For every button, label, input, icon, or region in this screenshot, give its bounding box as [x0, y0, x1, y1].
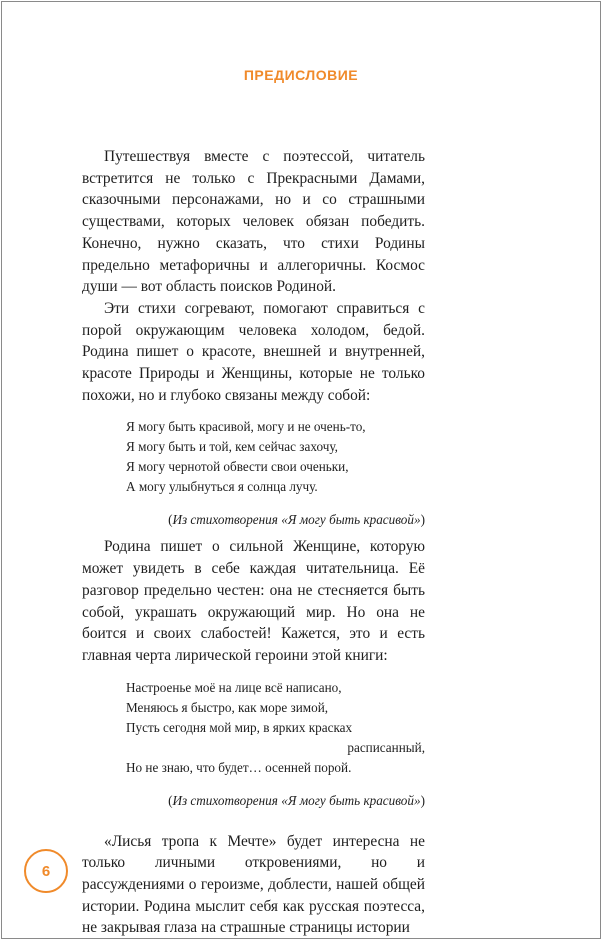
poem-source: (Из стихотворения «Я могу быть красивой»)	[168, 792, 425, 808]
poem-source-text: Из стихотворения «Я могу быть красивой»	[172, 512, 421, 528]
poem-source-text: Из стихотворения «Я могу быть красивой»	[172, 792, 421, 808]
poem-line: Настроенье моё на лице всё написано,	[126, 679, 342, 695]
poem-quote	[126, 417, 425, 497]
paragraph: Эти стихи согревают, помогают справиться с порой окружающим человека холодом, бедой. Родина пишет о красоте, внешней и внутренней, красоте Природы и Женщины, которые не только похожи, но и глубоко связаны между собой:	[82, 299, 425, 404]
paragraph: Родина пишет о сильной Женщине, которую может увидеть в себе каждая читательница. Её разговор предельно честен: она не стесняется быть собой, украшать окружающий мир. Но она не боится и своих слабостей! Кажется, это и есть главная черта лирической героини этой книги:	[82, 538, 425, 664]
spacer	[82, 817, 425, 831]
book-page	[1, 1, 601, 939]
page-number: 6	[41, 862, 51, 880]
poem-line: Пусть сегодня мой мир, в ярких красках	[126, 719, 353, 735]
section-heading: ПРЕДИСЛОВИЕ	[243, 67, 359, 83]
page-body	[82, 146, 425, 939]
poem-line: Я могу быть и той, кем сейчас захочу,	[126, 439, 338, 455]
poem-line: Но не знаю, что будет… осенней порой.	[126, 759, 352, 775]
poem-source: (Из стихотворения «Я могу быть красивой»)	[168, 512, 425, 528]
poem-line: Меняюсь я быстро, как море зимой,	[126, 699, 329, 715]
poem-line: Я могу чернотой обвести свои оченьки,	[126, 459, 349, 475]
poem-line: расписанный,	[347, 739, 425, 755]
poem-line: Я могу быть красивой, могу и не очень-то,	[126, 419, 366, 435]
poem-quote	[126, 678, 425, 778]
page-number-badge	[24, 849, 68, 893]
poem-line: А могу улыбнуться я солнца лучу.	[126, 479, 318, 495]
paragraph: Путешествуя вместе с поэтессой, читатель встретится не только с Прекрасными Дамами, сказочными персонажами, но и со страшными существами, которых человек обязан победить. Конечно, нужно сказать, что стихи Родины предельно метафоричны и аллегоричны. Космос души — вот область поисков Родиной.	[82, 148, 425, 296]
paragraph: «Лисья тропа к Мечте» будет интересна не только личными откровениями, но и рассуждениями о героизме, доблести, нашей общей истории. Родина мыслит себя как русская поэтесса, не закрывая глаза на страшные страницы истории	[82, 832, 425, 937]
